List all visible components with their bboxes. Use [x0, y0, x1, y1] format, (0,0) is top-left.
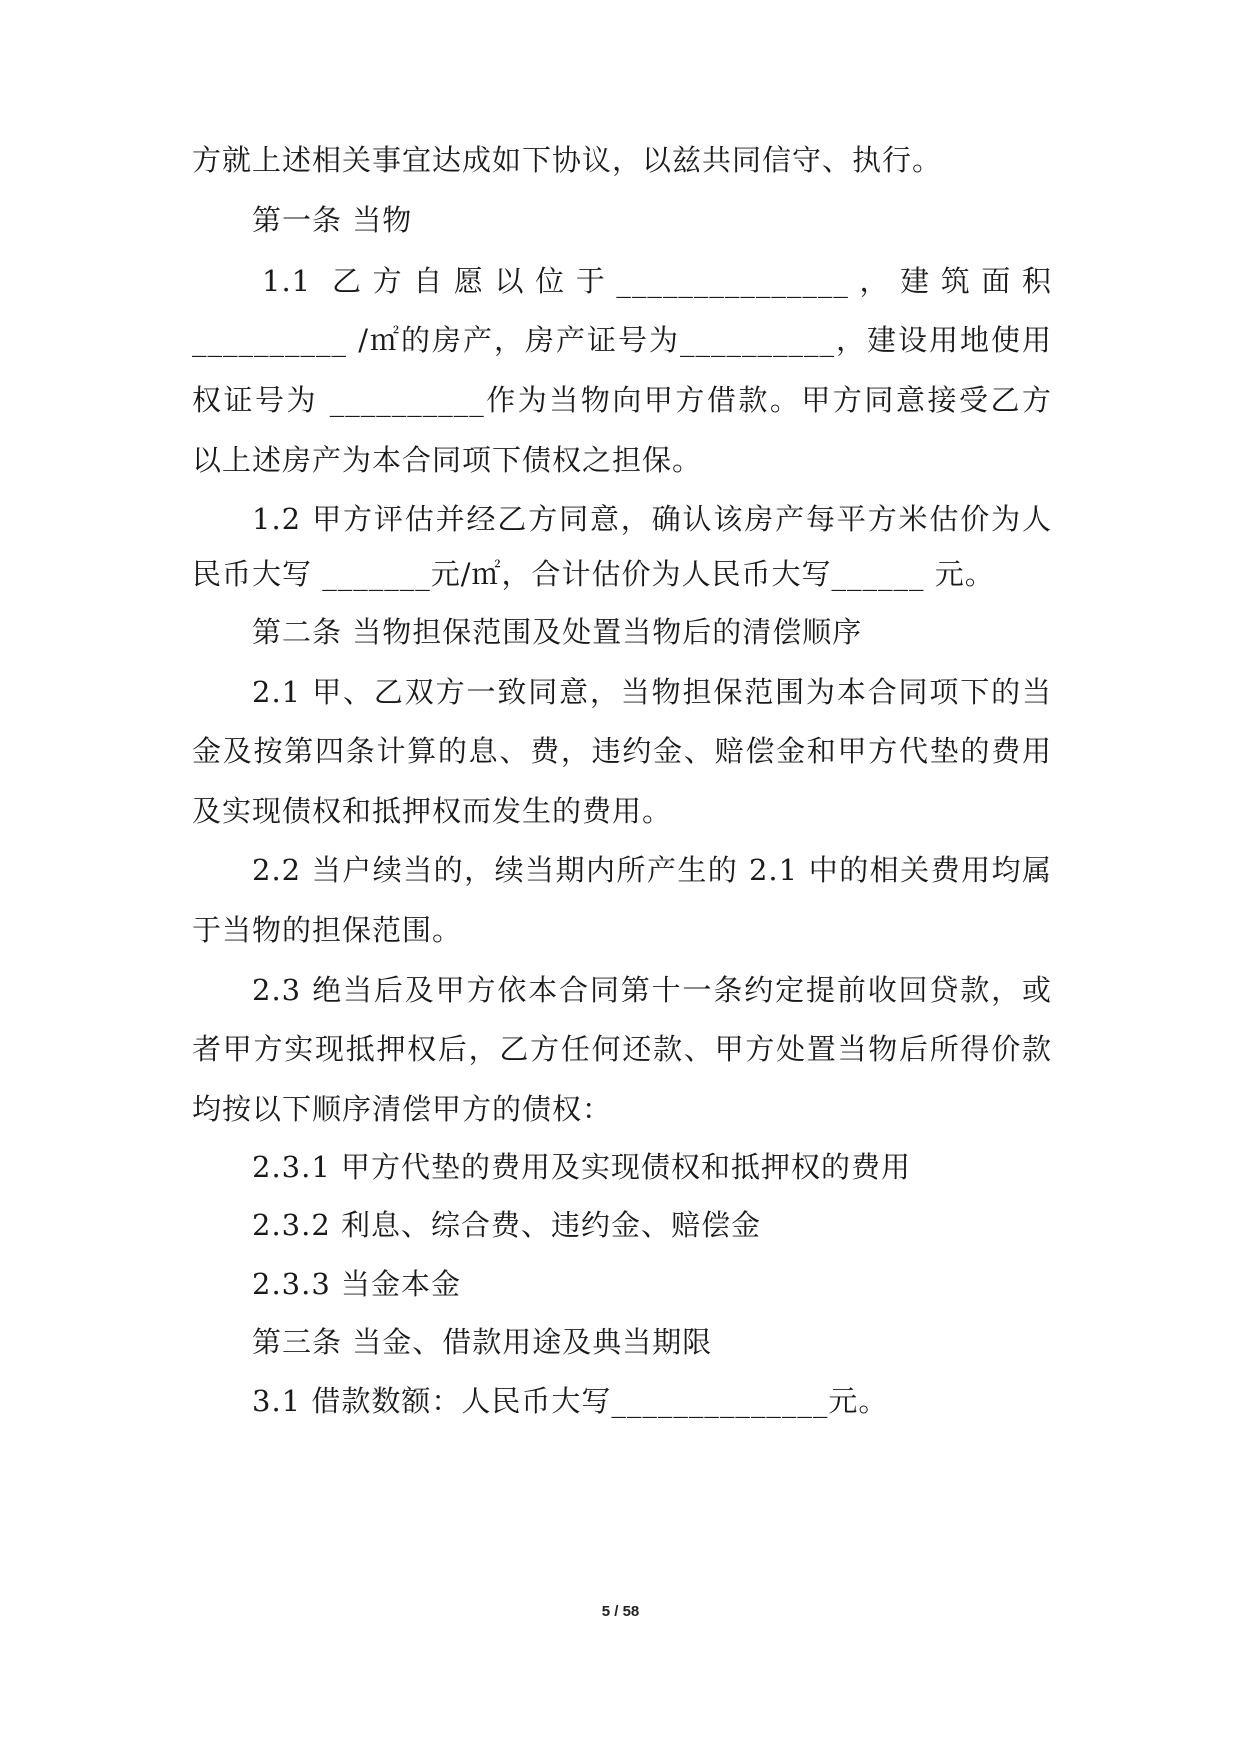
paragraph-line: 权证号为 __________作为当物向甲方借款。甲方同意接受乙方: [192, 383, 1052, 417]
clause-item: 2.3.3 当金本金: [252, 1267, 462, 1301]
paragraph-line: 方就上述相关事宜达成如下协议，以兹共同信守、执行。: [192, 143, 943, 177]
paragraph-line: 1.1 乙方自愿以位于_______________，建筑面积: [262, 264, 1052, 298]
article-heading: 第二条 当物担保范围及处置当物后的清偿顺序: [252, 615, 863, 649]
paragraph-line: 以上述房产为本合同项下债权之担保。: [192, 443, 703, 477]
paragraph-line: 2.3 绝当后及甲方依本合同第十一条约定提前收回贷款，或: [252, 973, 1052, 1007]
paragraph-line: 1.2 甲方评估并经乙方同意，确认该房产每平方米估价为人: [252, 502, 1052, 536]
paragraph-line: 2.1 甲、乙双方一致同意，当物担保范围为本合同项下的当: [252, 675, 1052, 709]
paragraph-line: 及实现债权和抵押权而发生的费用。: [192, 794, 673, 828]
paragraph-line: __________ /㎡的房产，房产证号为__________，建设用地使用: [192, 323, 1052, 357]
article-heading: 第三条 当金、借款用途及典当期限: [252, 1325, 713, 1359]
paragraph-line: 金及按第四条计算的息、费，违约金、赔偿金和甲方代垫的费用: [192, 734, 1052, 768]
article-heading: 第一条 当物: [252, 203, 413, 237]
paragraph-line: 2.2 当户续当的，续当期内所产生的 2.1 中的相关费用均属: [252, 853, 1052, 887]
page-number: 5 / 58: [601, 1603, 640, 1620]
paragraph-line: 均按以下顺序清偿甲方的债权：: [192, 1092, 613, 1126]
paragraph-line: 于当物的担保范围。: [192, 913, 463, 947]
clause-item: 2.3.2 利息、综合费、违约金、赔偿金: [252, 1208, 762, 1242]
paragraph-line: 者甲方实现抵押权后，乙方任何还款、甲方处置当物后所得价款: [192, 1032, 1052, 1066]
paragraph-line: 3.1 借款数额：人民币大写______________元。: [252, 1384, 889, 1418]
clause-item: 2.3.1 甲方代垫的费用及实现债权和抵押权的费用: [252, 1150, 912, 1184]
paragraph-line: 民币大写 _______元/㎡，合计估价为人民币大写______ 元。: [192, 557, 995, 591]
